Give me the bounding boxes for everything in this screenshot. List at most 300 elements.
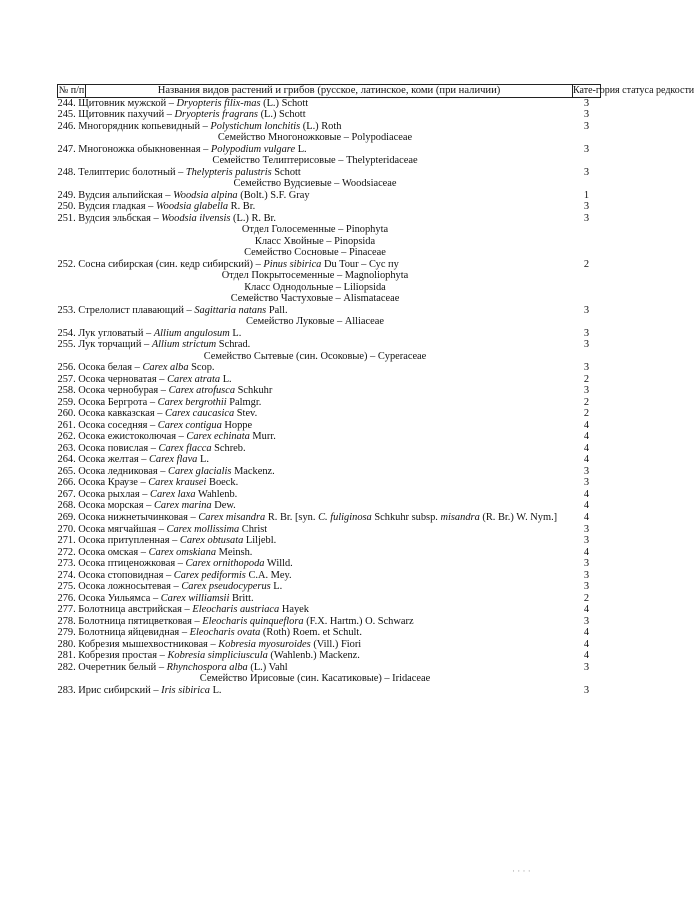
species-row xyxy=(58,144,601,156)
header-number: № п/п xyxy=(58,85,85,96)
latin-name: Woodsia glabella xyxy=(155,201,229,212)
species-cell: 269. Осока нижнетычинковая – Carex misandra R. Br. [syn. C. fuliginosa Schkuhr subsp. misandra (R. Br.) W. Nym.] xyxy=(57,511,558,523)
author: Boeck. xyxy=(209,477,239,488)
species-row xyxy=(58,616,601,628)
latin-name: Carex atrata xyxy=(167,373,221,385)
russian-name: Осока Краузе xyxy=(78,477,138,488)
russian-name: Осока ледниковая xyxy=(78,465,158,477)
latin-name: Dryopteris fragrans xyxy=(174,109,258,120)
synonym-latin: C. fuliginosa xyxy=(318,511,372,523)
species-number: 270. xyxy=(57,523,76,535)
rarity-category: 3 xyxy=(583,535,590,546)
species-row xyxy=(58,581,601,593)
taxon-heading: Семейство Луковые – Alliaceae xyxy=(245,316,384,327)
russian-name: Стрелолист плавающий xyxy=(78,304,184,316)
species-number: 255. xyxy=(57,339,76,350)
category-cell-empty xyxy=(573,293,601,305)
taxon-heading: Класс Однодольные – Liliopsida xyxy=(244,281,386,293)
species-cell: 244. Щитовник мужской – Dryopteris filix-mas (L.) Schott xyxy=(57,97,309,109)
author: (L.) Vahl xyxy=(250,661,288,673)
author: (Roth) Roem. et Schult. xyxy=(262,627,362,638)
rarity-category: 3 xyxy=(583,143,590,155)
taxon-section-row xyxy=(58,316,601,328)
russian-name: Сосна сибирская (син. кедр сибирский) xyxy=(78,258,253,270)
species-cell: 247. Многоножка обыкновенная – Polypodium vulgare L. xyxy=(57,143,307,155)
latin-name: Pinus sibirica xyxy=(263,258,322,270)
author: Schott xyxy=(274,166,301,178)
species-row xyxy=(58,570,601,582)
species-row xyxy=(58,662,601,674)
species-number: 282. xyxy=(57,661,76,673)
species-number: 250. xyxy=(57,201,76,212)
latin-name: Carex echinata xyxy=(186,431,250,442)
species-number: 244. xyxy=(57,97,76,109)
species-row xyxy=(58,477,601,489)
taxon-heading: Класс Хвойные – Pinopsida xyxy=(254,235,376,247)
author: Scop. xyxy=(191,362,215,373)
rarity-category: 3 xyxy=(583,120,590,132)
taxon-section-row xyxy=(58,247,601,259)
rarity-category: 3 xyxy=(583,212,590,224)
russian-name: Осока кавказская xyxy=(78,408,155,419)
category-cell-empty xyxy=(573,673,601,685)
taxon-heading: Семейство Сытевые (син. Осоковые) – Cyperaceae xyxy=(203,350,427,362)
latin-name: Carex williamsii xyxy=(160,592,230,604)
species-row xyxy=(58,558,601,570)
author: (F.X. Hartm.) O. Schwarz xyxy=(306,615,414,627)
russian-name: Лук угловатый xyxy=(78,327,144,339)
species-cell: 264. Осока желтая – Carex flava L. xyxy=(57,454,209,465)
rarity-category: 4 xyxy=(583,650,590,661)
category-cell-empty xyxy=(573,236,601,248)
species-row xyxy=(58,443,601,455)
author: Christ xyxy=(241,523,268,535)
species-cell: 250. Вудсия гладкая – Woodsia glabella R. Br. xyxy=(57,201,256,212)
rarity-category: 2 xyxy=(583,592,590,604)
russian-name: Осока ежистоколючая xyxy=(78,431,177,442)
species-row xyxy=(58,362,601,374)
author: Meinsh. xyxy=(218,546,253,558)
rarity-category: 4 xyxy=(583,546,590,558)
russian-name: Кобрезия мышехвостниковая xyxy=(78,638,208,650)
species-cell: 273. Осока птиценожковая – Carex ornithopoda Willd. xyxy=(57,558,293,569)
species-row xyxy=(58,524,601,536)
russian-name: Осока Бергрота xyxy=(78,396,148,408)
species-row xyxy=(58,121,601,133)
russian-name: Болотница яйцевидная xyxy=(78,627,180,638)
rarity-category: 3 xyxy=(583,523,590,535)
latin-name: Thelypteris palustris xyxy=(185,166,272,178)
species-number: 257. xyxy=(57,373,76,385)
latin-name: Iris sibirica xyxy=(161,684,210,696)
species-cell: 254. Лук угловатый – Allium angulosum L. xyxy=(57,327,242,339)
rarity-category: 2 xyxy=(583,373,590,385)
species-cell: 246. Многорядник копьевидный – Polystichum lonchitis (L.) Roth xyxy=(57,120,342,132)
rarity-category: 3 xyxy=(583,304,590,316)
species-cell: 268. Осока морская – Carex marina Dew. xyxy=(57,500,236,511)
russian-name: Кобрезия простая xyxy=(78,650,158,661)
species-number: 256. xyxy=(57,362,76,373)
species-cell: 279. Болотница яйцевидная – Eleocharis ovata (Roth) Roem. et Schult. xyxy=(57,627,362,638)
species-number: 246. xyxy=(57,120,76,132)
species-row xyxy=(58,259,601,271)
author: (Vill.) Fiori xyxy=(313,638,362,650)
species-number: 251. xyxy=(57,212,76,224)
author: Palmgr. xyxy=(229,396,262,408)
species-row xyxy=(58,97,601,109)
latin-name: Carex mollissima xyxy=(166,523,240,535)
author: L. xyxy=(200,454,209,465)
author: L. xyxy=(212,684,222,696)
latin-name: Carex omskiana xyxy=(148,546,217,558)
taxon-heading: Семейство Вудсиевые – Woodsiaceae xyxy=(233,178,397,189)
latin-name: Allium angulosum xyxy=(153,327,230,339)
species-cell: 255. Лук торчащий – Allium strictum Schrad. xyxy=(57,339,251,350)
russian-name: Щитовник мужской xyxy=(78,97,167,109)
species-number: 275. xyxy=(57,581,76,592)
author: Hayek xyxy=(281,604,309,615)
species-number: 253. xyxy=(57,304,76,316)
species-cell: 272. Осока омская – Carex omskiana Meinsh. xyxy=(57,546,253,558)
species-cell: 275. Осока ложносытевая – Carex pseudocyperus L. xyxy=(57,581,283,592)
species-number: 249. xyxy=(57,189,76,201)
author: Mackenz. xyxy=(234,465,275,477)
latin-name: Eleocharis ovata xyxy=(189,627,261,638)
russian-name: Осока рыхлая xyxy=(78,488,140,500)
taxon-section-row xyxy=(58,155,601,167)
rarity-category: 3 xyxy=(583,615,590,627)
species-cell: 280. Кобрезия мышехвостниковая – Kobresia myosuroides (Vill.) Fiori xyxy=(57,638,362,650)
species-number: 272. xyxy=(57,546,76,558)
author: Schrad. xyxy=(218,339,251,350)
species-cell: 271. Осока притупленная – Carex obtusata Liljebl. xyxy=(57,535,277,546)
species-number: 267. xyxy=(57,488,76,500)
subspecies-author: (R. Br.) W. Nym.] xyxy=(482,511,558,523)
species-row xyxy=(58,397,601,409)
latin-name: Carex obtusata xyxy=(179,535,244,546)
latin-name: Allium strictum xyxy=(151,339,217,350)
latin-name: Carex pediformis xyxy=(173,569,246,581)
category-cell-empty xyxy=(573,178,601,190)
species-number: 280. xyxy=(57,638,76,650)
rarity-category: 4 xyxy=(583,511,590,523)
species-row xyxy=(58,500,601,512)
author: R. Br. [syn. xyxy=(267,511,316,523)
species-row xyxy=(58,305,601,317)
latin-name: Kobresia myosuroides xyxy=(218,638,311,650)
author: Wahlenb. xyxy=(197,488,238,500)
category-cell-empty xyxy=(573,351,601,363)
rarity-category: 3 xyxy=(583,362,590,373)
rarity-category: 4 xyxy=(583,442,590,454)
species-row xyxy=(58,685,601,697)
species-number: 265. xyxy=(57,465,76,477)
species-row xyxy=(58,627,601,639)
russian-name: Осока морская xyxy=(78,500,144,511)
rarity-category: 3 xyxy=(583,569,590,581)
author: Schreb. xyxy=(214,442,246,454)
author: (Bolt.) S.F. Gray xyxy=(240,189,310,201)
latin-name: Polypodium vulgare xyxy=(210,143,296,155)
latin-name: Eleocharis quinqueflora xyxy=(202,615,304,627)
header-species-name: Названия видов растений и грибов (русское, латинское, коми (при наличии) xyxy=(86,85,573,98)
taxon-section-row xyxy=(58,270,601,282)
russian-name: Очеретник белый xyxy=(78,661,157,673)
rarity-category: 3 xyxy=(583,339,590,350)
species-cell: 258. Осока чернобурая – Carex atrofusca Schkuhr xyxy=(57,385,273,396)
taxon-heading: Семейство Многоножковые – Polypodiaceae xyxy=(217,132,413,143)
species-row xyxy=(58,547,601,559)
species-cell: 262. Осока ежистоколючая – Carex echinata Murr. xyxy=(57,431,276,442)
category-cell-empty xyxy=(573,155,601,167)
author: C.A. Mey. xyxy=(248,569,292,581)
species-number: 264. xyxy=(57,454,76,465)
russian-name: Осока Уильямса xyxy=(78,592,151,604)
taxon-section-row xyxy=(58,236,601,248)
author: Murr. xyxy=(252,431,276,442)
author: Hoppe xyxy=(224,419,253,431)
category-cell-empty xyxy=(573,282,601,294)
taxon-section-row xyxy=(58,132,601,144)
russian-name: Осока омская xyxy=(78,546,139,558)
latin-name: Carex alba xyxy=(142,362,189,373)
rarity-category: 4 xyxy=(583,500,590,511)
latin-name: Eleocharis austriaca xyxy=(192,604,280,615)
author: (L.) Schott xyxy=(263,97,309,109)
category-cell-empty xyxy=(573,316,601,328)
author: Britt. xyxy=(231,592,254,604)
russian-name: Вудсия эльбская xyxy=(78,212,151,224)
species-cell: 253. Стрелолист плавающий – Sagittaria natans Pall. xyxy=(57,304,288,316)
latin-name: Polystichum lonchitis xyxy=(210,120,301,132)
russian-name: Осока ложносытевая xyxy=(78,581,171,592)
russian-name: Болотница австрийская xyxy=(78,604,182,615)
species-number: 245. xyxy=(57,109,76,120)
species-cell: 251. Вудсия эльбская – Woodsia ilvensis (L.) R. Br. xyxy=(57,212,277,224)
rarity-category: 3 xyxy=(583,581,590,592)
taxon-heading: Семейство Частуховые – Alismataceae xyxy=(230,293,400,304)
author: Stev. xyxy=(236,408,258,419)
taxon-heading: Семейство Сосновые – Pinaceae xyxy=(244,247,386,258)
species-row xyxy=(58,604,601,616)
rarity-category: 3 xyxy=(583,97,590,109)
category-cell-empty xyxy=(573,270,601,282)
author: (L.) R. Br. xyxy=(233,212,277,224)
russian-name: Осока соседняя xyxy=(78,419,148,431)
latin-name: Carex contigua xyxy=(157,419,222,431)
latin-name: Carex glacialis xyxy=(168,465,232,477)
author: Willd. xyxy=(266,558,293,569)
russian-name: Осока нижнетычинковая xyxy=(78,511,188,523)
taxon-section-row xyxy=(58,293,601,305)
species-row xyxy=(58,431,601,443)
latin-name: Woodsia ilvensis xyxy=(161,212,231,224)
species-row xyxy=(58,466,601,478)
russian-name: Многоножка обыкновенная xyxy=(78,143,201,155)
latin-name: Carex laxa xyxy=(150,488,196,500)
species-cell: 276. Осока Уильямса – Carex williamsii Britt. xyxy=(57,592,254,604)
rarity-category: 3 xyxy=(583,166,590,178)
species-row xyxy=(58,489,601,501)
species-number: 248. xyxy=(57,166,76,178)
species-row xyxy=(58,639,601,651)
species-number: 268. xyxy=(57,500,76,511)
rarity-category: 3 xyxy=(583,558,590,569)
species-row xyxy=(58,213,601,225)
russian-name: Осока черноватая xyxy=(78,373,157,385)
rarity-category: 3 xyxy=(583,465,590,477)
species-number: 277. xyxy=(57,604,76,615)
species-cell: 256. Осока белая – Carex alba Scop. xyxy=(57,362,215,373)
rarity-category: 2 xyxy=(583,408,590,419)
species-cell: 277. Болотница австрийская – Eleocharis austriaca Hayek xyxy=(57,604,309,615)
category-cell-empty xyxy=(573,247,601,259)
author: L. xyxy=(222,373,232,385)
species-row xyxy=(58,374,601,386)
species-number: 254. xyxy=(57,327,76,339)
species-cell: 282. Очеретник белый – Rhynchospora alba (L.) Vahl xyxy=(57,661,288,673)
species-number: 283. xyxy=(57,684,76,696)
rarity-category: 3 xyxy=(583,109,590,120)
taxon-heading: Отдел Голосеменные – Pinophyta xyxy=(241,224,389,235)
species-number: 274. xyxy=(57,569,76,581)
species-row xyxy=(58,339,601,351)
species-number: 261. xyxy=(57,419,76,431)
rarity-category: 3 xyxy=(583,327,590,339)
rarity-category: 3 xyxy=(583,385,590,396)
species-row xyxy=(58,109,601,121)
species-cell: 260. Осока кавказская – Carex caucasica Stev. xyxy=(57,408,258,419)
species-cell: 281. Кобрезия простая – Kobresia simpliciuscula (Wahlenb.) Mackenz. xyxy=(57,650,360,661)
russian-name: Осока мягчайшая xyxy=(78,523,157,535)
species-cell: 274. Осока стоповидная – Carex pediformis C.A. Mey. xyxy=(57,569,292,581)
category-cell-empty xyxy=(573,132,601,144)
russian-name: Телиптерис болотный xyxy=(78,166,176,178)
species-cell: 248. Телиптерис болотный – Thelypteris palustris Schott xyxy=(57,166,301,178)
latin-name: Carex ornithopoda xyxy=(185,558,265,569)
species-row xyxy=(58,535,601,547)
russian-name: Болотница пятицветковая xyxy=(78,615,192,627)
species-number: 279. xyxy=(57,627,76,638)
author: Liljebl. xyxy=(245,535,277,546)
rarity-category: 2 xyxy=(583,258,590,270)
synonym-author: Schkuhr subsp. xyxy=(374,511,438,523)
russian-name: Осока притупленная xyxy=(78,535,170,546)
species-number: 252. xyxy=(57,258,76,270)
rarity-category: 4 xyxy=(583,627,590,638)
latin-name: Carex pseudocyperus xyxy=(181,581,271,592)
author: Schkuhr xyxy=(237,385,273,396)
species-cell: 245. Щитовник пахучий – Dryopteris fragrans (L.) Schott xyxy=(57,109,306,120)
rarity-category: 3 xyxy=(583,661,590,673)
species-number: 281. xyxy=(57,650,76,661)
species-cell: 259. Осока Бергрота – Carex bergrothii Palmgr. xyxy=(57,396,262,408)
russian-name: Осока белая xyxy=(78,362,133,373)
rarity-category: 4 xyxy=(583,431,590,442)
species-row xyxy=(58,167,601,179)
author: (L.) Schott xyxy=(260,109,306,120)
latin-name: Carex marina xyxy=(153,500,212,511)
rarity-category: 3 xyxy=(583,477,590,488)
species-cell: 266. Осока Краузе – Carex krausei Boeck. xyxy=(57,477,239,488)
author: R. Br. xyxy=(230,201,256,212)
author: L. xyxy=(273,581,283,592)
russian-name: Лук торчащий xyxy=(78,339,142,350)
species-row xyxy=(58,190,601,202)
species-number: 262. xyxy=(57,431,76,442)
species-number: 259. xyxy=(57,396,76,408)
taxon-section-row xyxy=(58,178,601,190)
species-cell: 249. Вудсия альпийская – Woodsia alpina (Bolt.) S.F. Gray xyxy=(57,189,310,201)
russian-name: Осока повислая xyxy=(78,442,149,454)
species-cell: 265. Осока ледниковая – Carex glacialis Mackenz. xyxy=(57,465,275,477)
species-row xyxy=(58,420,601,432)
species-cell: 278. Болотница пятицветковая – Eleocharis quinqueflora (F.X. Hartm.) O. Schwarz xyxy=(57,615,414,627)
rarity-category: 3 xyxy=(583,201,590,212)
latin-name: Carex caucasica xyxy=(165,408,235,419)
species-cell: 270. Осока мягчайшая – Carex mollissima Christ xyxy=(57,523,268,535)
taxon-heading: Семейство Телиптерисовые – Thelypteridaceae xyxy=(212,155,418,166)
rarity-category: 4 xyxy=(583,604,590,615)
subspecies-latin: misandra xyxy=(440,511,480,523)
species-cell: 263. Осока повислая – Carex flacca Schreb. xyxy=(57,442,246,454)
latin-name: Carex krausei xyxy=(148,477,207,488)
species-cell: 267. Осока рыхлая – Carex laxa Wahlenb. xyxy=(57,488,238,500)
rarity-category: 4 xyxy=(583,488,590,500)
latin-name: Rhynchospora alba xyxy=(166,661,248,673)
species-row xyxy=(58,408,601,420)
species-cell: 261. Осока соседняя – Carex contigua Hoppe xyxy=(57,419,253,431)
russian-name: Осока стоповидная xyxy=(78,569,164,581)
author: (L.) Roth xyxy=(302,120,342,132)
taxon-heading: Отдел Покрытосеменные – Magnoliophyta xyxy=(221,270,409,281)
author: Du Tour – Сус пу xyxy=(324,258,399,270)
author: (Wahlenb.) Mackenz. xyxy=(270,650,360,661)
rarity-category: 4 xyxy=(583,419,590,431)
latin-name: Kobresia simpliciuscula xyxy=(167,650,268,661)
species-number: 276. xyxy=(57,592,76,604)
species-row xyxy=(58,201,601,213)
rare-species-table xyxy=(57,84,694,696)
rarity-category: 4 xyxy=(583,638,590,650)
rarity-category: 1 xyxy=(583,189,590,201)
taxon-section-row xyxy=(58,351,601,363)
species-number: 247. xyxy=(57,143,76,155)
latin-name: Carex bergrothii xyxy=(157,396,227,408)
table-header-row xyxy=(58,85,601,98)
russian-name: Осока желтая xyxy=(78,454,139,465)
taxon-heading: Семейство Ирисовые (син. Касатиковые) – Iridaceae xyxy=(199,673,431,684)
latin-name: Dryopteris filix-mas xyxy=(176,97,261,109)
species-number: 269. xyxy=(57,511,76,523)
rarity-category: 4 xyxy=(583,454,590,465)
author: L. xyxy=(297,143,307,155)
species-cell: 283. Ирис сибирский – Iris sibirica L. xyxy=(57,684,222,696)
header-rarity-category: Кате-гория статуса редкости xyxy=(573,85,694,96)
scan-marks: · · · · xyxy=(512,866,531,876)
species-number: 278. xyxy=(57,615,76,627)
species-row xyxy=(58,650,601,662)
russian-name: Осока чернобурая xyxy=(78,385,159,396)
russian-name: Щитовник пахучий xyxy=(78,109,165,120)
species-row xyxy=(58,512,601,524)
russian-name: Вудсия альпийская xyxy=(78,189,163,201)
author: Dew. xyxy=(214,500,236,511)
russian-name: Осока птиценожковая xyxy=(78,558,176,569)
russian-name: Вудсия гладкая xyxy=(78,201,146,212)
rarity-category: 2 xyxy=(583,396,590,408)
taxon-section-row xyxy=(58,282,601,294)
